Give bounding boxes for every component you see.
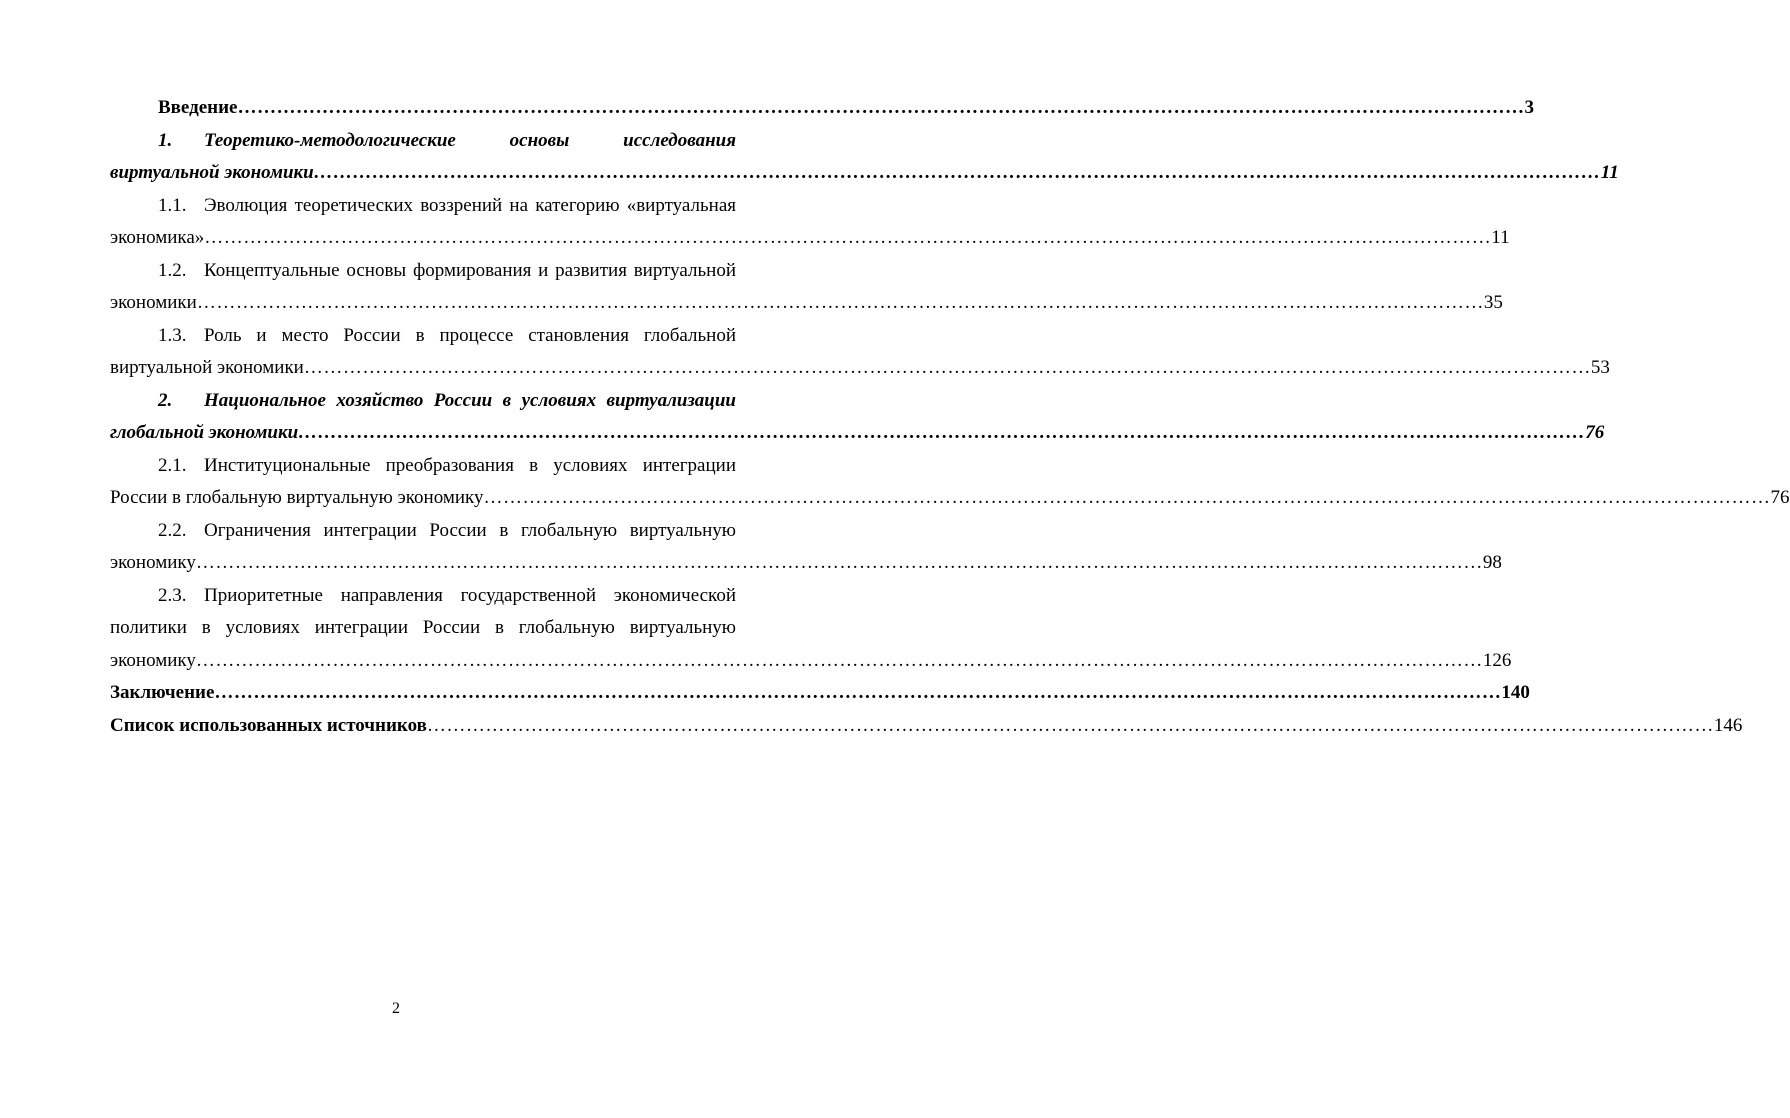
toc-page-number: 98	[1482, 552, 1502, 573]
toc-page-number: 76	[1770, 487, 1790, 508]
table-of-contents	[110, 92, 1790, 742]
toc-page-number: 146	[1713, 714, 1743, 736]
dot-leader: ………………………………………………………………………………………………………………………………………………………………………………	[214, 682, 1502, 703]
toc-title-line: 2. Национальное хозяйство России в условиях виртуализации	[110, 385, 736, 418]
toc-page-number: 76	[1585, 422, 1605, 443]
toc-number: 2.3.	[158, 584, 187, 606]
toc-title: России в глобальную виртуальную экономику	[110, 487, 484, 508]
toc-entry-sources[interactable]	[110, 710, 1743, 743]
toc-page-number: 35	[1483, 292, 1503, 313]
toc-page-number: 11	[1600, 162, 1619, 183]
toc-entry-1-3[interactable]	[110, 320, 1610, 385]
dot-leader: ………………………………………………………………………………………………………………………………………………………………………………	[196, 292, 1484, 313]
toc-number: 1.1.	[158, 194, 187, 216]
toc-entry-2-2[interactable]	[110, 515, 1502, 580]
toc-title-line: 2.1. Институциональные преобразования в условиях интеграции	[110, 450, 736, 483]
toc-number: 1.	[158, 129, 173, 151]
toc-title-line: 2.3. Приоритетные направления государственной экономической	[110, 580, 736, 613]
toc-title: Заключение	[110, 682, 215, 703]
toc-title-line: 2.2. Ограничения интеграции России в глобальную виртуальную	[110, 515, 736, 548]
toc-title: виртуальной экономики	[110, 162, 314, 183]
toc-title-line: 1.1. Эволюция теоретических воззрений на категорию «виртуальная	[110, 190, 736, 223]
toc-entry-chapter-1[interactable]	[110, 125, 1619, 190]
dot-leader: ………………………………………………………………………………………………………………………………………………………………………………	[426, 714, 1714, 736]
toc-title: Введение	[158, 97, 238, 118]
toc-title-line: 1. Теоретико-методологические основы исследования	[110, 125, 736, 158]
toc-title-line: 1.2. Концептуальные основы формирования и развития виртуальной	[110, 255, 736, 288]
toc-entry-1-2[interactable]	[110, 255, 1503, 320]
toc-entry-2-3[interactable]	[110, 580, 1512, 678]
toc-entry-conclusion[interactable]	[110, 677, 1530, 710]
toc-title: экономики	[110, 292, 197, 313]
dot-leader: ………………………………………………………………………………………………………………………………………………………………………………	[313, 162, 1601, 183]
toc-page-number: 140	[1501, 682, 1530, 703]
toc-number: 1.2.	[158, 259, 187, 281]
toc-title-line: политики в условиях интеграции России в глобальную виртуальную	[110, 617, 736, 638]
toc-number: 2.2.	[158, 519, 187, 541]
toc-title: виртуальной экономики	[110, 357, 304, 378]
dot-leader: ………………………………………………………………………………………………………………………………………………………………………………	[483, 487, 1771, 508]
dot-leader: ………………………………………………………………………………………………………………………………………………………………………………	[195, 552, 1483, 573]
toc-number: 1.3.	[158, 324, 187, 346]
toc-entry-chapter-2[interactable]	[110, 385, 1605, 450]
toc-entry-2-1[interactable]	[110, 450, 1790, 515]
toc-title: глобальной экономики	[110, 422, 299, 443]
toc-title-line: 1.3. Роль и место России в процессе становления глобальной	[110, 320, 736, 353]
dot-leader: ………………………………………………………………………………………………………………………………………………………………………………	[303, 357, 1591, 378]
toc-title: экономику	[110, 649, 196, 671]
toc-page-number: 53	[1590, 357, 1610, 378]
dot-leader: ………………………………………………………………………………………………………………………………………………………………………………	[237, 97, 1525, 118]
toc-page-number: 11	[1491, 227, 1510, 248]
toc-entry-intro[interactable]	[110, 92, 1534, 125]
dot-leader: ………………………………………………………………………………………………………………………………………………………………………………	[298, 422, 1586, 443]
dot-leader: ………………………………………………………………………………………………………………………………………………………………………………	[195, 649, 1483, 671]
toc-title: экономика»	[110, 227, 205, 248]
toc-entry-1-1[interactable]	[110, 190, 1510, 255]
page-number: 2	[392, 1000, 400, 1017]
toc-title: Список использованных источников	[110, 714, 427, 736]
toc-number: 2.	[158, 389, 173, 411]
toc-page-number: 126	[1482, 649, 1512, 671]
toc-number: 2.1.	[158, 454, 187, 476]
toc-title: экономику	[110, 552, 196, 573]
dot-leader: ………………………………………………………………………………………………………………………………………………………………………………	[204, 227, 1492, 248]
toc-page-number: 3	[1524, 97, 1534, 118]
